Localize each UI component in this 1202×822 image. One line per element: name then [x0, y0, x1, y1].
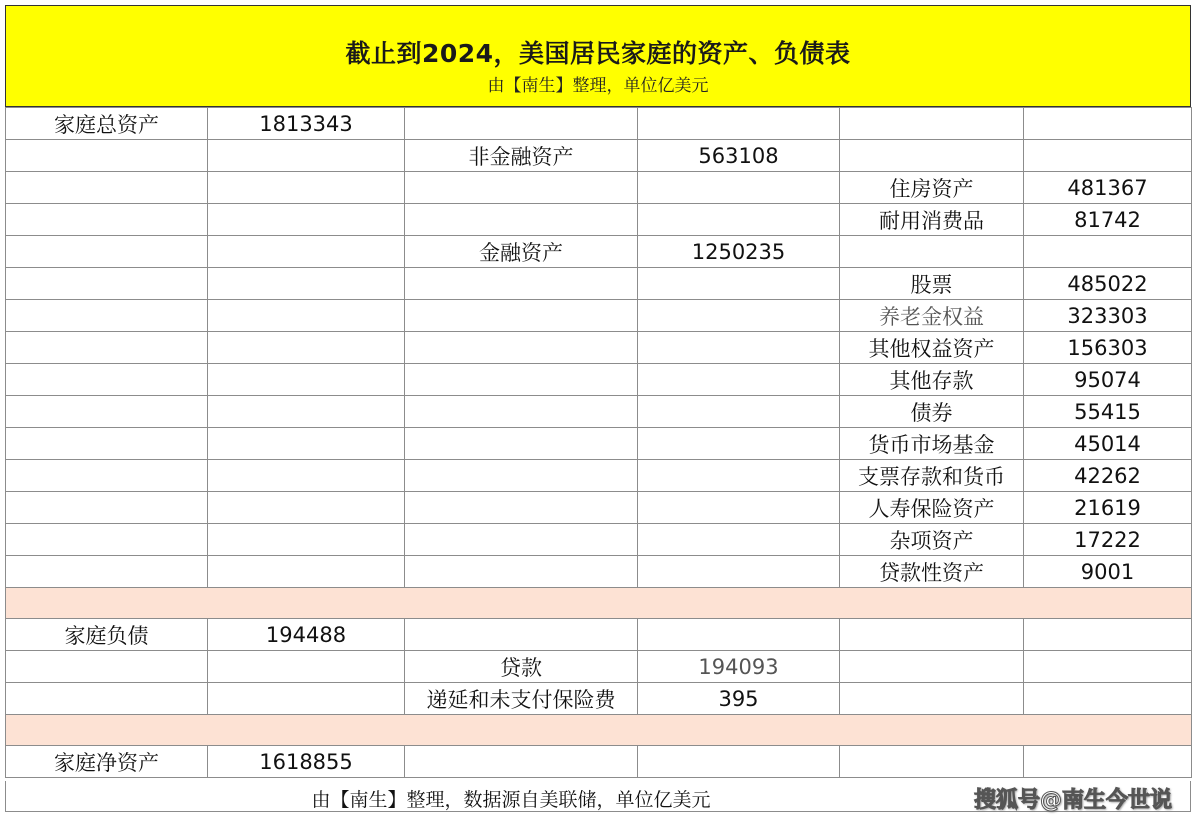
cell [1024, 619, 1192, 651]
cell [840, 651, 1024, 683]
cell [6, 651, 208, 683]
cell [638, 332, 840, 364]
cell: 1250235 [638, 236, 840, 268]
cell [208, 364, 405, 396]
cell [6, 492, 208, 524]
table-row [6, 332, 1192, 364]
cell: 养老金权益 [840, 300, 1024, 332]
page-subtitle: 由【南生】整理，单位亿美元 [487, 76, 709, 96]
cell [6, 683, 208, 715]
cell: 9001 [1024, 556, 1192, 588]
cell: 481367 [1024, 172, 1192, 204]
table-row [6, 364, 1192, 396]
cell [405, 204, 638, 236]
cell [208, 556, 405, 588]
cell: 耐用消费品 [840, 204, 1024, 236]
cell: 21619 [1024, 492, 1192, 524]
cell [6, 556, 208, 588]
cell: 17222 [1024, 524, 1192, 556]
cell [208, 460, 405, 492]
cell [208, 172, 405, 204]
cell: 其他权益资产 [840, 332, 1024, 364]
table-row [6, 746, 1192, 778]
cell: 81742 [1024, 204, 1192, 236]
cell [840, 236, 1024, 268]
cell: 1813343 [208, 108, 405, 140]
table-row [6, 236, 1192, 268]
cell [638, 300, 840, 332]
cell: 人寿保险资产 [840, 492, 1024, 524]
cell [405, 172, 638, 204]
cell [1024, 140, 1192, 172]
cell [208, 204, 405, 236]
cell [6, 268, 208, 300]
cell [208, 140, 405, 172]
cell: 股票 [840, 268, 1024, 300]
separator-row [6, 588, 1192, 619]
cell: 家庭净资产 [6, 746, 208, 778]
cell [638, 204, 840, 236]
cell [6, 364, 208, 396]
table-row [6, 524, 1192, 556]
cell [208, 396, 405, 428]
cell [208, 332, 405, 364]
cell [405, 619, 638, 651]
cell: 1618855 [208, 746, 405, 778]
footer-note: 由【南生】整理，数据源自美联储，单位亿美元 [311, 789, 711, 811]
watermark: 搜狐号@南生今世说 [973, 788, 1172, 813]
cell [405, 492, 638, 524]
cell [208, 236, 405, 268]
table-row [6, 683, 1192, 715]
cell [840, 619, 1024, 651]
cell [6, 204, 208, 236]
separator-cell [6, 588, 1192, 619]
cell: 支票存款和货币 [840, 460, 1024, 492]
cell [638, 524, 840, 556]
cell: 395 [638, 683, 840, 715]
cell: 55415 [1024, 396, 1192, 428]
cell [638, 108, 840, 140]
cell [638, 428, 840, 460]
cell [405, 364, 638, 396]
cell: 194093 [638, 651, 840, 683]
cell: 贷款性资产 [840, 556, 1024, 588]
cell [208, 300, 405, 332]
title-banner [5, 5, 1191, 107]
page-title: 截止到2024，美国居民家庭的资产、负债表 [345, 39, 851, 68]
cell: 家庭负债 [6, 619, 208, 651]
cell [1024, 236, 1192, 268]
table-row [6, 108, 1192, 140]
cell [638, 460, 840, 492]
cell [405, 556, 638, 588]
cell: 485022 [1024, 268, 1192, 300]
table-row [6, 428, 1192, 460]
cell [638, 268, 840, 300]
balance-sheet-table [5, 107, 1192, 778]
cell [840, 140, 1024, 172]
table-row [6, 172, 1192, 204]
table-row [6, 619, 1192, 651]
table-row [6, 140, 1192, 172]
cell [638, 492, 840, 524]
cell: 家庭总资产 [6, 108, 208, 140]
cell: 45014 [1024, 428, 1192, 460]
cell: 95074 [1024, 364, 1192, 396]
cell [405, 460, 638, 492]
cell: 杂项资产 [840, 524, 1024, 556]
cell [6, 396, 208, 428]
cell [405, 300, 638, 332]
cell [638, 364, 840, 396]
separator-row [6, 715, 1192, 746]
cell [6, 300, 208, 332]
cell [405, 268, 638, 300]
cell [1024, 746, 1192, 778]
table-row [6, 651, 1192, 683]
cell [840, 108, 1024, 140]
table-row [6, 204, 1192, 236]
footer-row [5, 781, 1191, 812]
cell [638, 396, 840, 428]
cell [6, 236, 208, 268]
cell: 债券 [840, 396, 1024, 428]
cell [6, 172, 208, 204]
cell: 323303 [1024, 300, 1192, 332]
cell [840, 683, 1024, 715]
cell [638, 619, 840, 651]
cell [208, 683, 405, 715]
cell [405, 396, 638, 428]
cell [208, 492, 405, 524]
cell [6, 460, 208, 492]
cell [405, 524, 638, 556]
cell: 194488 [208, 619, 405, 651]
table-row [6, 300, 1192, 332]
separator-cell [6, 715, 1192, 746]
cell [638, 172, 840, 204]
cell [208, 651, 405, 683]
cell: 金融资产 [405, 236, 638, 268]
table-row [6, 396, 1192, 428]
cell: 非金融资产 [405, 140, 638, 172]
cell [208, 268, 405, 300]
cell [405, 108, 638, 140]
cell [1024, 108, 1192, 140]
cell: 递延和未支付保险费 [405, 683, 638, 715]
cell [405, 746, 638, 778]
table-row [6, 492, 1192, 524]
cell: 563108 [638, 140, 840, 172]
cell [638, 556, 840, 588]
table-row [6, 460, 1192, 492]
cell [208, 524, 405, 556]
table-row [6, 556, 1192, 588]
cell [1024, 651, 1192, 683]
cell: 156303 [1024, 332, 1192, 364]
cell: 贷款 [405, 651, 638, 683]
cell [6, 332, 208, 364]
cell [6, 140, 208, 172]
cell [405, 332, 638, 364]
cell [405, 428, 638, 460]
cell [840, 746, 1024, 778]
cell [638, 746, 840, 778]
cell [208, 428, 405, 460]
cell [1024, 683, 1192, 715]
cell: 货币市场基金 [840, 428, 1024, 460]
cell: 其他存款 [840, 364, 1024, 396]
cell [6, 428, 208, 460]
table-row [6, 268, 1192, 300]
cell: 42262 [1024, 460, 1192, 492]
cell: 住房资产 [840, 172, 1024, 204]
cell [6, 524, 208, 556]
